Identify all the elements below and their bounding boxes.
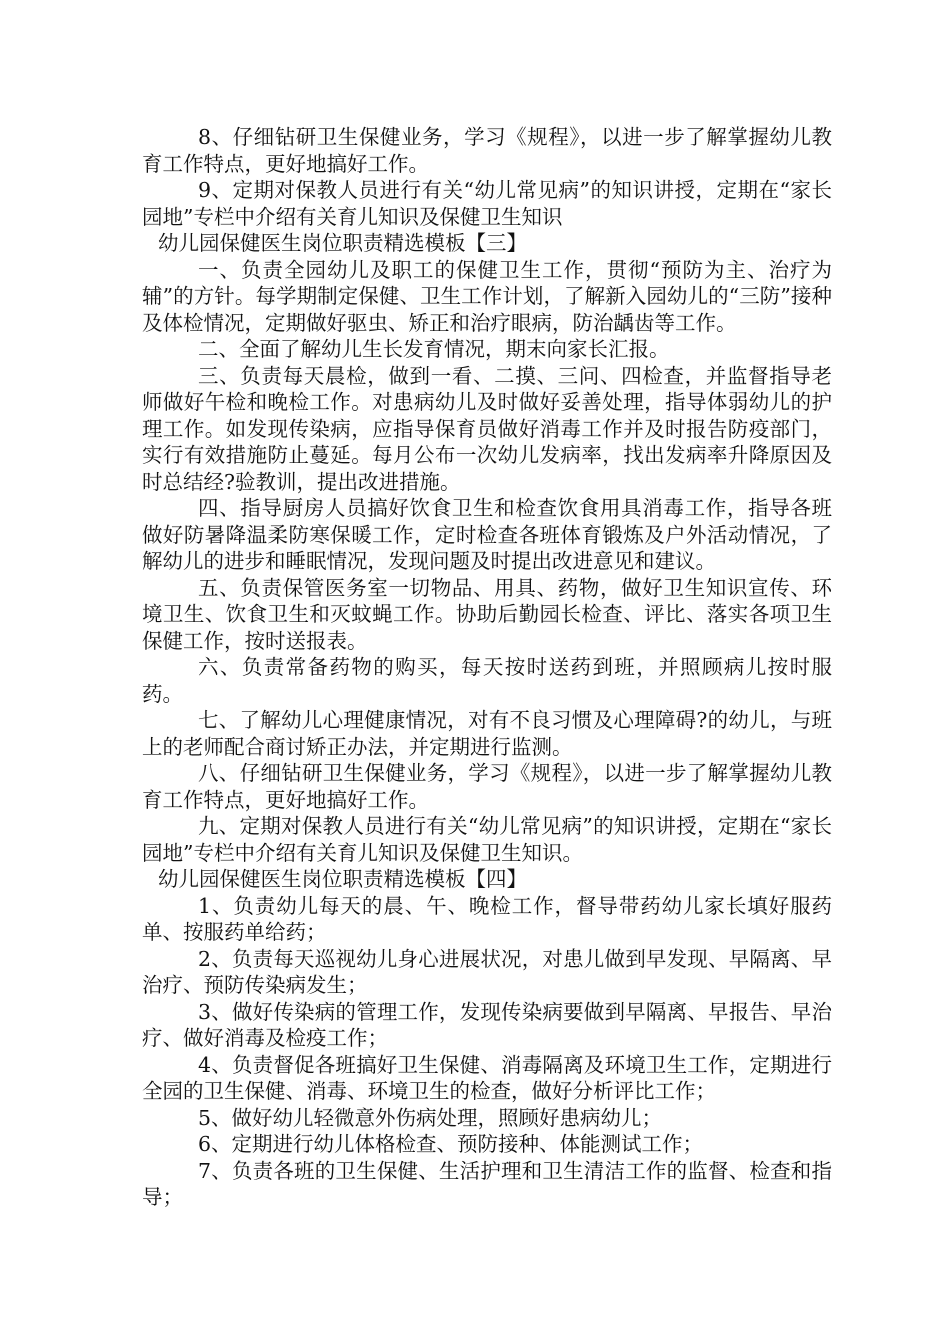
paragraph-duty-6: 六、负责常备药物的购买，每天按时送药到班，并照顾病儿按时服药。 xyxy=(142,655,832,706)
paragraph-task-6: 6、定期进行幼儿体格检查、预防接种、体能测试工作； xyxy=(198,1132,704,1156)
document-body xyxy=(142,124,832,1211)
section-heading-template-3: 幼儿园保健医生岗位职责精选模板【三】 xyxy=(158,231,527,255)
paragraph-task-7: 7、负责各班的卫生保健、生活护理和卫生清洁工作的监督、检查和指导； xyxy=(142,1158,832,1209)
paragraph-duty-2: 二、全面了解幼儿生长发育情况，期末向家长汇报。 xyxy=(198,337,670,361)
paragraph-task-3: 3、做好传染病的管理工作，发现传染病要做到早隔离、早报告、早治疗、做好消毒及检疫工作； xyxy=(142,999,832,1050)
paragraph-task-5: 5、做好幼儿轻微意外伤病处理，照顾好患病幼儿； xyxy=(198,1105,663,1130)
paragraph-item-8: 8、仔细钻研卫生保健业务，学习《规程》，以进一步了解掌握幼儿教育工作特点，更好地搞好工作。 xyxy=(142,125,832,176)
paragraph-duty-4: 四、指导厨房人员搞好饮食卫生和检查饮食用具消毒工作，指导各班做好防暑降温柔防寒保暖工作，定时检查各班体育锻炼及户外活动情况，了解幼儿的进步和睡眠情况，发现问题及时提出改进意见和建议。 xyxy=(142,496,832,573)
paragraph-duty-1: 一、负责全园幼儿及职工的保健卫生工作，贯彻“预防为主、治疗为辅”的方针。每学期制定保健、卫生工作计划，了解新入园幼儿的“三防”接种及体检情况，定期做好驱虫、矫正和治疗眼病，防治龋齿等工作。 xyxy=(142,257,832,335)
paragraph-duty-8: 八、仔细钻研卫生保健业务，学习《规程》，以进一步了解掌握幼儿教育工作特点，更好地搞好工作。 xyxy=(142,761,832,812)
paragraph-task-2: 2、负责每天巡视幼儿身心进展状况，对患儿做到早发现、早隔离、早治疗、预防传染病发生； xyxy=(142,946,832,997)
paragraph-duty-3: 三、负责每天晨检，做到一看、二摸、三问、四检查，并监督指导老师做好午检和晚检工作。对患病幼儿及时做好妥善处理，指导体弱幼儿的护理工作。如发现传染病，应指导保育员做好消毒工作并及时报告防疫部门，实行有效措施防止蔓延。每月公布一次幼儿发病率，找出发病率升降原因及时总结经?验教训，提出改进措施。 xyxy=(142,363,832,494)
paragraph-duty-9: 九、定期对保教人员进行有关“幼儿常见病”的知识讲授，定期在“家长园地”专栏中介绍有关育儿知识及保健卫生知识。 xyxy=(142,814,832,865)
paragraph-duty-5: 五、负责保管医务室一切物品、用具、药物，做好卫生知识宣传、环境卫生、饮食卫生和灭蚊蝇工作。协助后勤园长检查、评比、落实各项卫生保健工作，按时送报表。 xyxy=(142,575,832,653)
paragraph-item-9: 9、定期对保教人员进行有关“幼儿常见病”的知识讲授，定期在“家长园地”专栏中介绍有关育儿知识及保健卫生知识 xyxy=(142,178,832,229)
paragraph-task-4: 4、负责督促各班搞好卫生保健、消毒隔离及环境卫生工作，定期进行全园的卫生保健、消毒、环境卫生的检查，做好分析评比工作； xyxy=(142,1052,832,1103)
paragraph-duty-7: 七、了解幼儿心理健康情况，对有不良习惯及心理障碍?的幼儿，与班上的老师配合商讨矫正办法，并定期进行监测。 xyxy=(142,708,832,759)
paragraph-task-1: 1、负责幼儿每天的晨、午、晚检工作，督导带药幼儿家长填好服药单、按服药单给药； xyxy=(142,893,832,944)
section-heading-template-4: 幼儿园保健医生岗位职责精选模板【四】 xyxy=(158,867,527,891)
